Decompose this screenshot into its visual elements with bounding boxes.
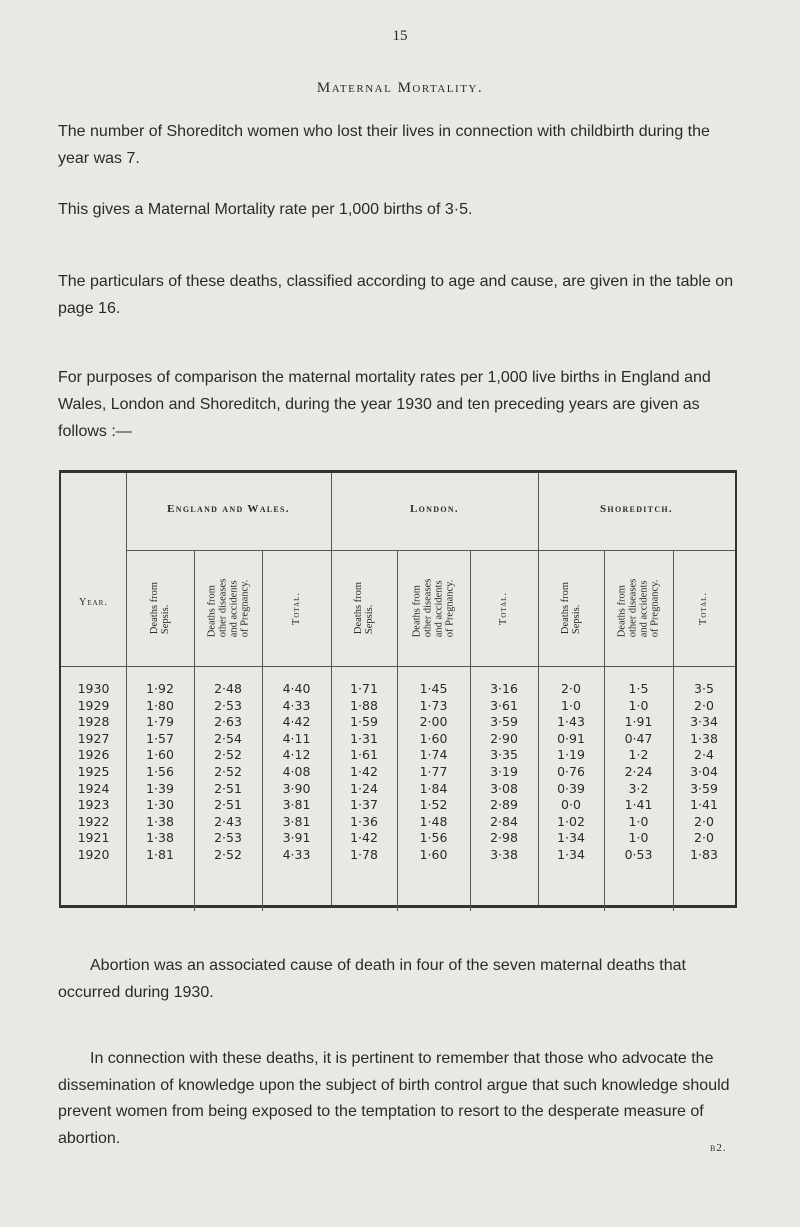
signature-mark: b2. bbox=[710, 1142, 727, 1154]
table-cell: 2·0 bbox=[694, 813, 714, 829]
table-cell: 1·0 bbox=[628, 697, 649, 713]
table-cell: 4·42 bbox=[282, 714, 311, 730]
table-cell: 1·36 bbox=[350, 813, 378, 829]
table-cell: 0·47 bbox=[624, 730, 653, 746]
section-heading: Maternal Mortality. bbox=[316, 80, 484, 96]
table-cell: 1·0 bbox=[561, 697, 581, 713]
table-cell: 1·91 bbox=[624, 714, 653, 730]
table-cell: 1·34 bbox=[557, 830, 585, 846]
table-cell: 2·48 bbox=[214, 681, 242, 696]
table-cell: 1·2 bbox=[628, 747, 649, 763]
table-cell: 3·91 bbox=[282, 830, 311, 846]
column-header-line: Sepsis. bbox=[363, 604, 375, 635]
table-row-year: 1921 bbox=[77, 830, 110, 846]
group-london: London. bbox=[410, 503, 459, 515]
column-header-line: and accidents bbox=[638, 580, 650, 638]
table-cell: 4·08 bbox=[282, 764, 311, 779]
column-header-line: of Pregnancy. bbox=[649, 579, 661, 638]
paragraph-comparison: For purposes of comparison the maternal mortality rates per 1,000 live births in England and Wales, London and Shoreditch, during the year 1930 and ten preceding years are given as follows :— bbox=[58, 369, 711, 440]
column-header-line: other diseases bbox=[627, 578, 639, 638]
table-cell: 0·0 bbox=[561, 797, 581, 813]
table-cell: 1·80 bbox=[146, 697, 174, 713]
table-cell: 1·48 bbox=[419, 813, 448, 829]
table-cell: 0·39 bbox=[557, 780, 585, 796]
paragraph-birth-control bbox=[58, 1046, 740, 1152]
table-cell: 2·00 bbox=[419, 714, 448, 730]
table-cell: 3·61 bbox=[490, 697, 518, 713]
mortality-table bbox=[59, 470, 737, 908]
column-header-total: Total. bbox=[698, 591, 710, 625]
column-header-line: Deaths from bbox=[411, 585, 423, 638]
table-cell: 3·35 bbox=[490, 747, 518, 763]
table-row-year: 1926 bbox=[77, 747, 110, 763]
table-cell: 1·52 bbox=[419, 797, 448, 813]
table-cell: 3·08 bbox=[490, 780, 518, 796]
column-header-total: Total. bbox=[498, 591, 510, 625]
column-header-line: Deaths from bbox=[205, 585, 217, 638]
table-cell: 4·40 bbox=[282, 681, 311, 696]
table-cell: 3·2 bbox=[628, 780, 649, 796]
column-header-sepsis bbox=[126, 553, 194, 663]
table-cell: 3·81 bbox=[282, 797, 311, 813]
table-cell: 3·38 bbox=[490, 847, 518, 862]
table-row-year: 1928 bbox=[77, 714, 110, 730]
column-header-line: Sepsis. bbox=[159, 604, 171, 635]
table-cell: 2·52 bbox=[214, 847, 242, 862]
table-cell: 1·38 bbox=[690, 730, 718, 746]
table-cell: 0·91 bbox=[557, 730, 585, 746]
table-cell: 1·84 bbox=[419, 780, 448, 796]
table-cell: 1·60 bbox=[146, 747, 174, 763]
group-shoreditch: Shoreditch. bbox=[600, 503, 673, 515]
table-cell: 2·0 bbox=[561, 681, 581, 696]
table-cell: 1·78 bbox=[350, 847, 378, 862]
table-row-year: 1929 bbox=[77, 697, 110, 713]
table-cell: 2·43 bbox=[214, 813, 242, 829]
table-cell: 1·88 bbox=[350, 697, 378, 713]
table-cell: 1·39 bbox=[146, 780, 174, 796]
table-cell: 1·56 bbox=[146, 764, 174, 779]
table-cell: 1·60 bbox=[419, 847, 448, 862]
table-cell: 3·90 bbox=[282, 780, 311, 796]
table-cell: 1·41 bbox=[690, 797, 718, 813]
table-cell: 1·57 bbox=[146, 730, 174, 746]
column-header-other bbox=[397, 553, 470, 663]
table-cell: 3·5 bbox=[694, 681, 714, 696]
paragraph-deaths-count: The number of Shoreditch women who lost their lives in connection with childbirth during the year was 7. bbox=[58, 123, 710, 167]
paragraph-abortion: Abortion was an associated cause of death in four of the seven maternal deaths that occurred during 1930. bbox=[58, 957, 686, 1001]
column-header-sepsis bbox=[538, 553, 604, 663]
table-cell: 1·42 bbox=[350, 764, 378, 779]
table-cell: 1·79 bbox=[146, 714, 174, 730]
table-cell: 2·89 bbox=[490, 797, 518, 813]
table-cell: 1·24 bbox=[350, 780, 378, 796]
column-header-line: other diseases bbox=[422, 578, 434, 638]
table-cell: 1·0 bbox=[628, 813, 649, 829]
table-row-year: 1927 bbox=[77, 730, 110, 746]
page-number: 15 bbox=[392, 28, 408, 44]
table-cell: 2·53 bbox=[214, 697, 242, 713]
column-header-line: Sepsis. bbox=[570, 604, 582, 635]
table-cell: 1·0 bbox=[628, 830, 649, 846]
table-cell: 1·31 bbox=[350, 730, 378, 746]
table-cell: 1·45 bbox=[419, 681, 448, 696]
table-cell: 2·4 bbox=[694, 747, 714, 763]
table-cell: 1·59 bbox=[350, 714, 378, 730]
table-cell: 1·42 bbox=[350, 830, 378, 846]
table-cell: 1·38 bbox=[146, 830, 174, 846]
paragraph-particulars: The particulars of these deaths, classified according to age and cause, are given in the table on page 16. bbox=[58, 273, 734, 317]
table-cell: 1·77 bbox=[419, 764, 448, 779]
table-cell: 3·59 bbox=[490, 714, 518, 730]
table-cell: 1·56 bbox=[419, 830, 448, 846]
table-cell: 2·54 bbox=[214, 730, 242, 746]
table-cell: 3·34 bbox=[690, 714, 718, 730]
column-header-total: Total. bbox=[290, 591, 302, 625]
table-cell: 2·51 bbox=[214, 780, 242, 796]
table-row-year: 1930 bbox=[77, 681, 110, 696]
table-cell: 1·73 bbox=[419, 697, 448, 713]
paragraph-mortality-rate: This gives a Maternal Mortality rate per 1,000 births of 3·5. bbox=[58, 201, 473, 218]
table-cell: 2·0 bbox=[694, 830, 714, 846]
table-cell: 1·34 bbox=[557, 847, 585, 862]
table-cell: 3·81 bbox=[282, 813, 311, 829]
column-header-line: Deaths from bbox=[616, 585, 628, 638]
table-cell: 1·37 bbox=[350, 797, 378, 813]
column-header-line: Deaths from bbox=[559, 581, 571, 635]
column-header-line: Deaths from bbox=[352, 581, 364, 635]
column-header-line: and accidents bbox=[227, 580, 239, 638]
table-cell: 2·53 bbox=[214, 830, 242, 846]
column-header-line: other diseases bbox=[216, 578, 228, 638]
table-cell: 0·53 bbox=[624, 847, 653, 862]
table-cell: 2·98 bbox=[490, 830, 518, 846]
table-row-year: 1922 bbox=[77, 813, 110, 829]
table-cell: 3·59 bbox=[690, 780, 718, 796]
table-row-year: 1923 bbox=[77, 797, 110, 813]
table-cell: 1·74 bbox=[419, 747, 448, 763]
table-cell: 1·92 bbox=[146, 681, 174, 696]
table-cell: 1·81 bbox=[146, 847, 174, 862]
table-cell: 1·61 bbox=[350, 747, 378, 763]
table-cell: 1·5 bbox=[628, 681, 649, 696]
table-cell: 2·52 bbox=[214, 764, 242, 779]
table-cell: 1·41 bbox=[624, 797, 653, 813]
table-row-year: 1925 bbox=[77, 764, 110, 779]
table-cell: 2·51 bbox=[214, 797, 242, 813]
paragraph-birth-control-text: In connection with these deaths, it is pertinent to remember that those who advocate the dissemination of knowledge upon the subject of birth control argue that such knowledge should prevent women from being exposed to the temptation to resort to the desperate measure of abortion. bbox=[58, 1050, 730, 1147]
column-header-other bbox=[604, 553, 673, 663]
table-cell: 1·38 bbox=[146, 813, 174, 829]
table-cell: 4·33 bbox=[282, 847, 311, 862]
group-england-wales: England and Wales. bbox=[167, 503, 290, 515]
table-cell: 3·19 bbox=[490, 764, 518, 779]
table-cell: 2·52 bbox=[214, 747, 242, 763]
year-header: Year. bbox=[79, 597, 108, 608]
table-cell: 2·0 bbox=[694, 697, 714, 713]
column-header-sepsis bbox=[331, 553, 397, 663]
column-header-line: and accidents bbox=[433, 580, 445, 638]
table-cell: 4·12 bbox=[282, 747, 311, 763]
table-cell: 0·76 bbox=[557, 764, 585, 779]
table-cell: 1·71 bbox=[350, 681, 378, 696]
table-cell: 1·30 bbox=[146, 797, 174, 813]
column-header-line: of Pregnancy. bbox=[238, 579, 250, 638]
column-header-line: of Pregnancy. bbox=[444, 579, 456, 638]
column-header-other bbox=[194, 553, 262, 663]
table-cell: 2·90 bbox=[490, 730, 518, 746]
table-cell: 2·84 bbox=[490, 813, 518, 829]
table-cell: 1·02 bbox=[557, 813, 585, 829]
table-cell: 1·83 bbox=[690, 847, 718, 862]
table-cell: 4·33 bbox=[282, 697, 311, 713]
table-cell: 1·43 bbox=[557, 714, 585, 730]
table-row-year: 1924 bbox=[77, 780, 110, 796]
table-cell: 2·63 bbox=[214, 714, 242, 730]
table-cell: 4·11 bbox=[282, 730, 311, 746]
table-cell: 1·19 bbox=[557, 747, 585, 763]
table-cell: 3·04 bbox=[690, 764, 718, 779]
column-header-line: Deaths from bbox=[148, 581, 160, 635]
table-cell: 3·16 bbox=[490, 681, 518, 696]
table-cell: 2·24 bbox=[624, 764, 653, 779]
table-cell: 1·60 bbox=[419, 730, 448, 746]
table-row-year: 1920 bbox=[77, 847, 110, 862]
